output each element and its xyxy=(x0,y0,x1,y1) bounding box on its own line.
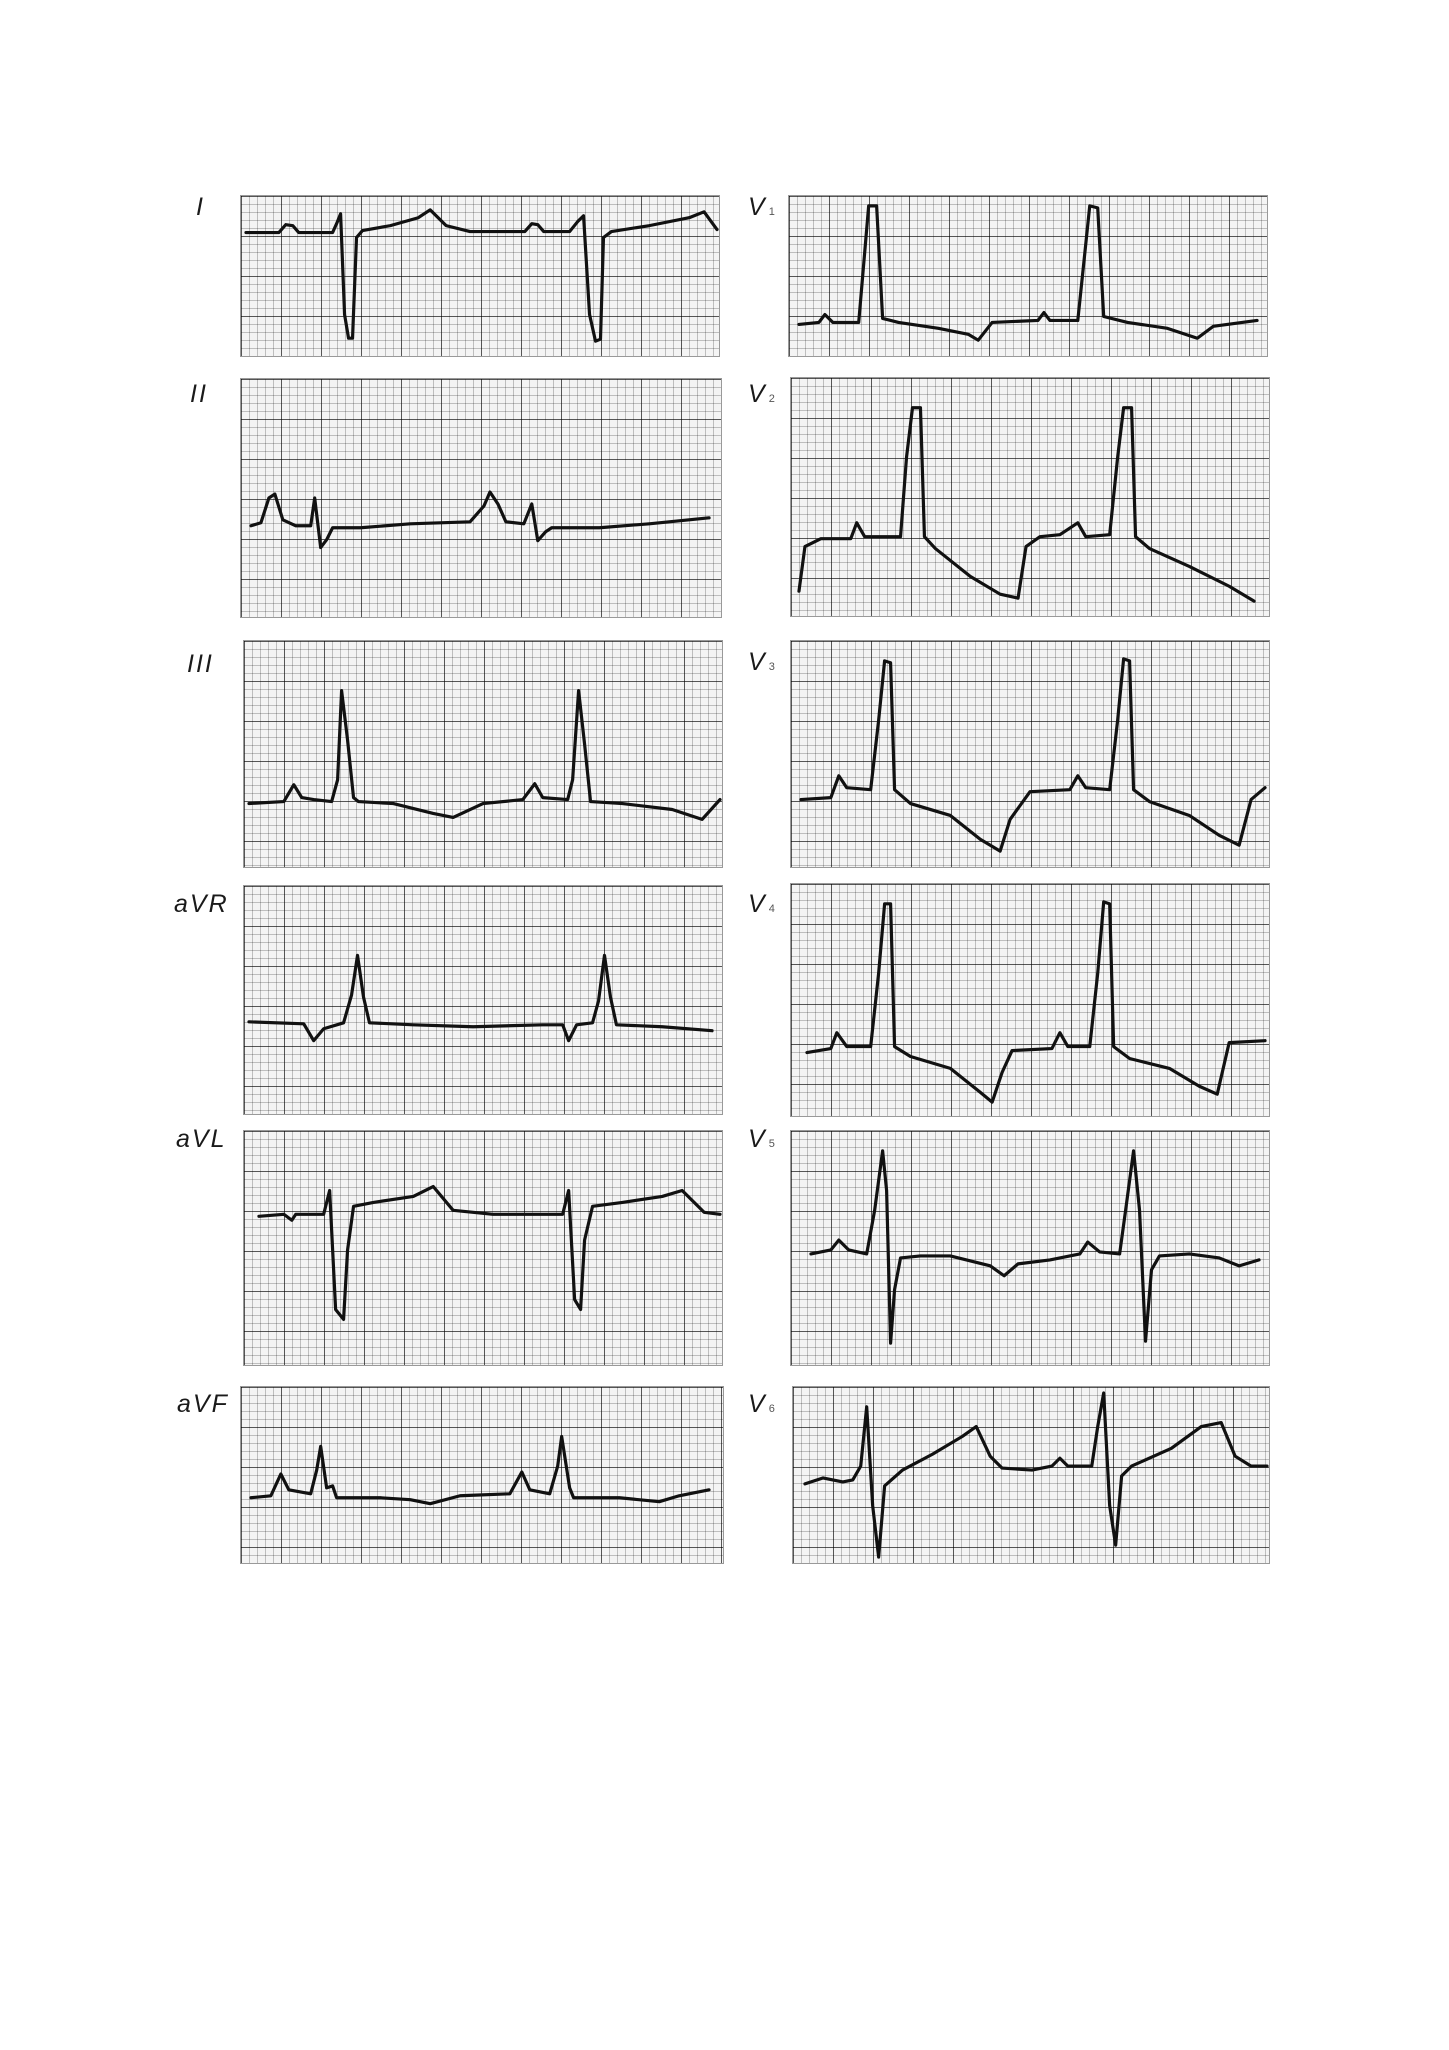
waveform-lead-aVL xyxy=(259,1187,720,1320)
lead-label-V2: V 2 xyxy=(748,380,775,408)
lead-label-III: III xyxy=(187,650,214,678)
waveform-lead-II xyxy=(251,492,709,548)
ecg-strip-aVF xyxy=(240,1386,724,1564)
ecg-strip-II xyxy=(240,378,722,618)
waveform-lead-aVF xyxy=(251,1436,709,1503)
ecg-strip-aVR xyxy=(243,885,723,1115)
waveform-lead-aVR xyxy=(249,955,712,1040)
ecg-strip-V6 xyxy=(792,1386,1270,1564)
ecg-strip-aVL xyxy=(243,1130,723,1366)
ecg-strip-I xyxy=(240,195,720,357)
lead-label-V3: V 3 xyxy=(748,648,775,676)
lead-label-V5: V 5 xyxy=(748,1125,775,1153)
ecg-strip-V3 xyxy=(790,640,1270,868)
lead-label-aVF: aVF xyxy=(177,1390,229,1418)
ecg-strip-V5 xyxy=(790,1130,1270,1366)
ecg-strip-V1 xyxy=(788,195,1268,357)
waveform-lead-I xyxy=(246,210,717,341)
waveform-lead-III xyxy=(249,691,720,820)
lead-label-V1: V 1 xyxy=(748,193,775,221)
waveform-lead-V5 xyxy=(811,1151,1259,1343)
waveform-lead-V3 xyxy=(801,659,1265,851)
lead-label-II: II xyxy=(190,380,208,408)
ecg-strip-V2 xyxy=(790,377,1270,617)
waveform-lead-V4 xyxy=(807,902,1265,1102)
lead-label-I: I xyxy=(196,193,205,221)
lead-label-V4: V 4 xyxy=(748,890,775,918)
ecg-strip-III xyxy=(243,640,723,868)
waveform-lead-V1 xyxy=(799,206,1257,340)
lead-label-V6: V 6 xyxy=(748,1390,775,1418)
lead-label-aVR: aVR xyxy=(174,890,229,918)
waveform-lead-V6 xyxy=(805,1393,1267,1557)
waveform-lead-V2 xyxy=(799,408,1254,601)
ecg-strip-V4 xyxy=(790,883,1270,1117)
lead-label-aVL: aVL xyxy=(176,1125,227,1153)
